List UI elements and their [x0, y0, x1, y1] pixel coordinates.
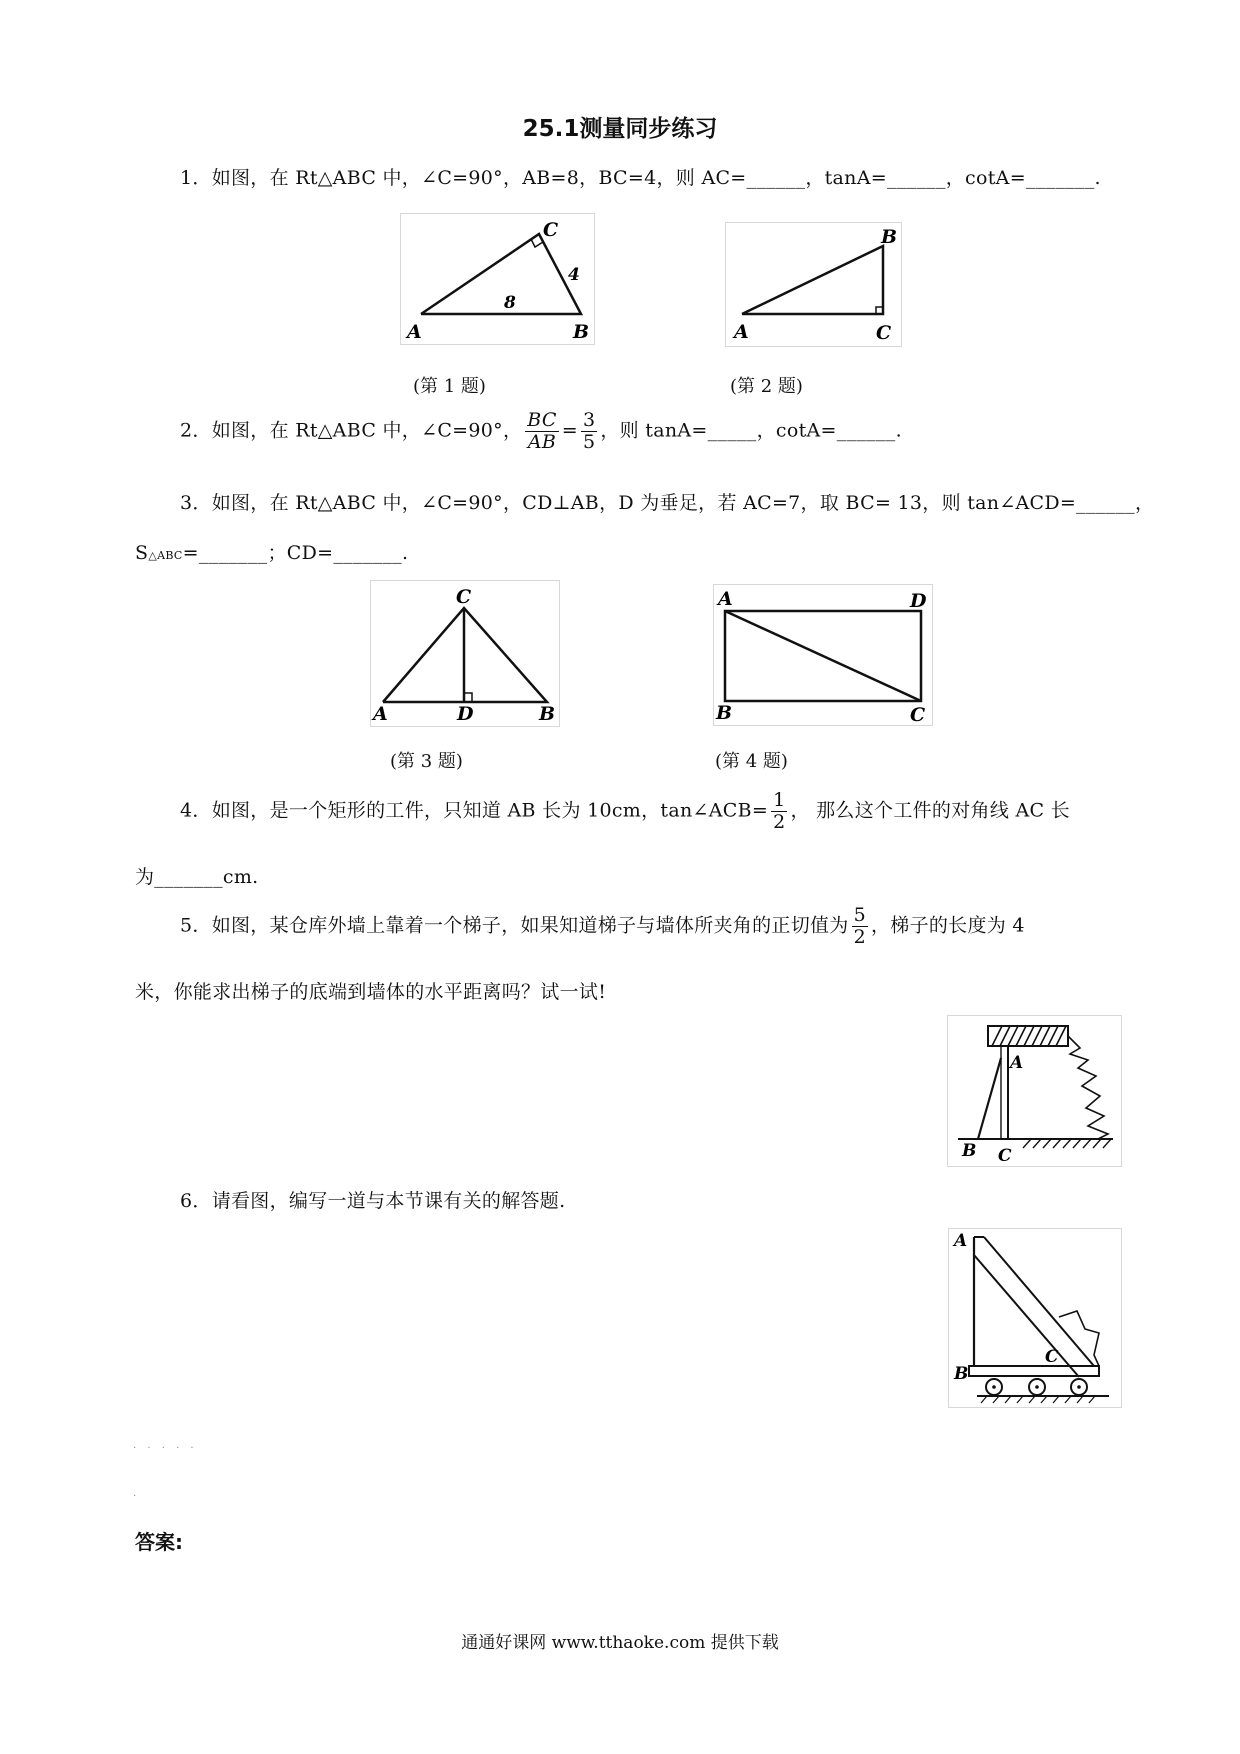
- q5-suffix: ，梯子的长度为 4: [870, 914, 1025, 937]
- figure-4-rectangle: [714, 585, 932, 725]
- fig4-label-d: D: [910, 590, 927, 612]
- q5-fraction-5-2: [852, 905, 868, 948]
- q4-frac-num: 1: [773, 789, 786, 811]
- question-6: 6．请看图，编写一道与本节课有关的解答题.: [180, 1190, 566, 1212]
- figure-5-ladder-wall: [948, 1016, 1121, 1166]
- spacer-dots: . . . . .: [133, 1440, 198, 1451]
- q2-frac2-den: 5: [582, 430, 596, 453]
- figure-6: [948, 1228, 1122, 1408]
- figure-3-triangle: [371, 581, 559, 726]
- q3-line2-rest: =_______；CD=_______.: [182, 542, 409, 564]
- footer-source: 通通好课网 www.tthaoke.com 提供下载: [461, 1633, 779, 1653]
- q4-suffix: ， 那么这个工件的对角线 AC 长: [790, 799, 1070, 822]
- figure-2-caption: (第 2 题): [730, 376, 803, 397]
- q4-fraction-1-2: [771, 790, 787, 833]
- q5-prefix: 5．如图，某仓库外墙上靠着一个梯子，如果知道梯子与墙体所夹角的正切值为: [180, 914, 849, 937]
- fig6-label-c: C: [1045, 1347, 1059, 1367]
- q5-frac-num: 5: [853, 904, 866, 926]
- question-1: 1．如图，在 Rt△ABC 中，∠C=90°，AB=8，BC=4，则 AC=______，tanA=______，cotA=_______.: [180, 167, 1101, 189]
- q2-frac1-den: AB: [527, 430, 557, 453]
- fig1-side-ab: 8: [504, 293, 516, 313]
- fig3-label-b: B: [539, 703, 556, 725]
- fig4-label-b: B: [716, 702, 733, 724]
- fig2-label-a: A: [734, 321, 749, 343]
- figure-1: [400, 213, 595, 345]
- fig2-label-b: B: [881, 226, 898, 248]
- fig1-side-bc: 4: [568, 265, 580, 285]
- fig6-label-a: A: [954, 1231, 968, 1251]
- figure-4: [713, 584, 933, 726]
- figure-1-triangle: [401, 214, 594, 344]
- q3-s-sub: △ABC: [148, 549, 183, 562]
- q2-prefix: 2．如图，在 Rt△ABC 中，∠C=90°，: [180, 419, 523, 442]
- figure-2: [725, 222, 902, 347]
- question-2: [180, 410, 902, 453]
- fig1-label-a: A: [407, 321, 422, 343]
- figure-3-caption: (第 3 题): [390, 751, 463, 772]
- question-3-line-2: [135, 538, 408, 565]
- question-3-line-1: 3．如图，在 Rt△ABC 中，∠C=90°，CD⊥AB，D 为垂足，若 AC=7，取 BC= 13，则 tan∠ACD=______，: [180, 492, 1155, 514]
- q5-frac-den: 2: [853, 925, 866, 948]
- q2-equals: =: [561, 419, 578, 442]
- question-5-line-1: [180, 905, 1025, 948]
- q2-frac2-num: 3: [582, 409, 596, 431]
- page-title: 25.1测量同步练习: [522, 116, 718, 142]
- q2-fraction-bc-ab: [525, 410, 558, 453]
- figure-5: [947, 1015, 1122, 1167]
- fig2-label-c: C: [876, 322, 892, 344]
- fig5-label-a: A: [1010, 1053, 1024, 1073]
- fig5-label-c: C: [998, 1146, 1012, 1166]
- question-4-line-2: 为_______cm.: [135, 866, 259, 888]
- fig3-label-c: C: [456, 586, 472, 608]
- q2-frac1-num: BC: [527, 409, 557, 431]
- q2-fraction-3-5: [581, 410, 597, 453]
- fig1-label-b: B: [573, 321, 590, 343]
- fig3-label-a: A: [373, 703, 388, 725]
- fig4-label-c: C: [910, 704, 926, 725]
- fig4-label-a: A: [718, 588, 733, 610]
- question-5-line-2: 米，你能求出梯子的底端到墙体的水平距离吗？试一试!: [135, 981, 607, 1003]
- fig1-label-c: C: [543, 219, 559, 241]
- fig5-label-b: B: [962, 1141, 977, 1161]
- figure-6-conveyor: [949, 1229, 1121, 1407]
- answer-label: 答案:: [135, 1530, 183, 1554]
- question-4-line-1: [180, 790, 1070, 833]
- figure-1-caption: (第 1 题): [413, 376, 486, 397]
- figure-3: [370, 580, 560, 727]
- fig3-label-d: D: [457, 703, 474, 725]
- q3-s: S: [135, 542, 149, 564]
- q4-frac-den: 2: [773, 810, 786, 833]
- figure-4-caption: (第 4 题): [715, 751, 788, 772]
- figure-2-triangle: [726, 223, 901, 346]
- fig6-label-b: B: [954, 1364, 969, 1384]
- q2-suffix: ，则 tanA=_____，cotA=______.: [600, 419, 902, 442]
- q4-prefix: 4．如图，是一个矩形的工件，只知道 AB 长为 10cm，tan∠ACB=: [180, 799, 769, 822]
- spacer-dot: .: [133, 1488, 141, 1499]
